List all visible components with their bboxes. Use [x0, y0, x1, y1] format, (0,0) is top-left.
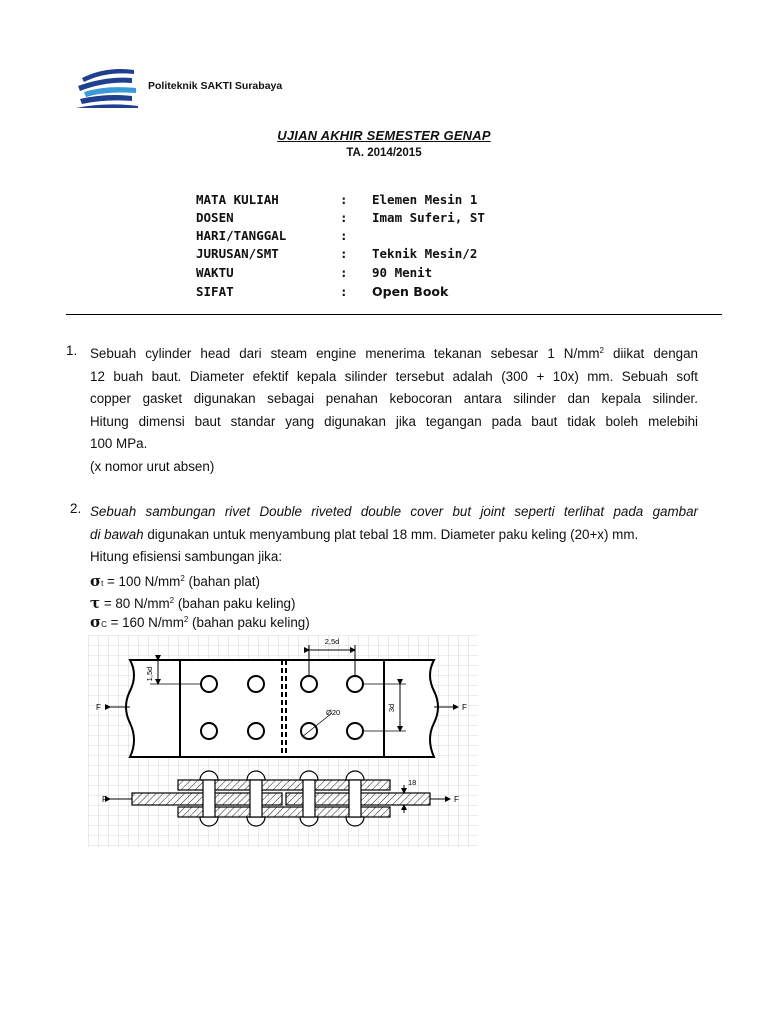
question-2-line: Hitung efisiensi sambungan jika: — [90, 549, 283, 565]
superscript: 2 — [599, 346, 604, 355]
info-label: SIFAT — [196, 284, 234, 299]
info-separator: : — [340, 246, 348, 261]
stress-note: (bahan paku keling) — [174, 595, 296, 611]
info-separator: : — [340, 228, 348, 243]
sigma-symbol: σ — [90, 572, 102, 590]
info-separator: : — [340, 284, 348, 299]
plate-thickness-dimension: 18 — [408, 778, 417, 787]
edge-distance-dimension: 1,5d — [145, 666, 154, 682]
info-separator: : — [340, 192, 348, 207]
info-label: JURUSAN/SMT — [196, 246, 279, 261]
force-label-left: F — [102, 795, 107, 804]
exam-title: UJIAN AKHIR SEMESTER GENAP — [277, 128, 491, 143]
stress-tensile — [90, 572, 310, 594]
superscript: 2 — [183, 615, 189, 624]
question-1 — [90, 343, 698, 479]
info-value: 90 Menit — [372, 265, 433, 280]
question-1-line: Hitung dimensi baut standar yang digunakan jika tegangan pada baut tidak boleh melebihi — [90, 413, 698, 429]
question-2-text: digunakan untuk menyambung plat tebal 18 mm. Diameter paku keling (20+x) mm. — [143, 526, 639, 542]
academic-year: TA. 2014/2015 — [346, 147, 422, 159]
question-2-line — [90, 524, 698, 547]
riveted-joint-figure — [88, 635, 478, 847]
question-1-note: (x nomor urut absen) — [90, 458, 215, 474]
stress-value: = 100 N/mm — [103, 574, 181, 589]
subscript: C — [101, 620, 107, 629]
superscript: 2 — [180, 574, 185, 583]
info-label: WAKTU — [196, 265, 234, 280]
info-label: MATA KULIAH — [196, 192, 279, 207]
row-spacing-dimension: 3d — [387, 703, 396, 713]
info-value: Imam Suferi, ST — [372, 210, 485, 225]
info-label: HARI/TANGGAL — [196, 228, 287, 243]
stress-list — [90, 572, 310, 635]
question-1-line: 100 MPa. — [90, 436, 148, 452]
info-label: DOSEN — [196, 210, 234, 225]
question-2 — [90, 501, 698, 569]
force-label-left: F — [96, 703, 101, 712]
question-1-text: Sebuah cylinder head dari steam engine menerima tekanan sebesar 1 N/mm — [90, 346, 600, 361]
stress-value: = 80 N/mm — [100, 595, 170, 611]
force-label-right: F — [454, 795, 459, 804]
question-1-line: 12 buah baut. Diameter efektif kepala silinder tersebut adalah (300 + 10x) mm. Sebuah soft — [90, 368, 698, 384]
superscript: 2 — [169, 595, 175, 605]
force-label-right: F — [462, 703, 467, 712]
sigma-symbol: σ — [90, 613, 102, 631]
subscript: t — [101, 579, 104, 588]
question-2-number: 2. — [70, 501, 82, 516]
stress-note: (bahan paku keling) — [188, 615, 310, 630]
hole-diameter-dimension: Ø20 — [326, 708, 341, 717]
info-value: Teknik Mesin/2 — [372, 246, 478, 261]
info-separator: : — [340, 210, 348, 225]
tau-symbol: τ — [90, 593, 101, 612]
institution-name: Politeknik SAKTI Surabaya — [148, 80, 283, 92]
stress-crushing — [90, 613, 310, 635]
question-2-italic: di bawah — [90, 526, 144, 542]
info-value: Open Book — [372, 284, 449, 299]
header-divider — [66, 314, 722, 315]
question-1-number: 1. — [66, 343, 78, 358]
institution-logo — [76, 66, 138, 110]
stress-note: (bahan plat) — [184, 574, 260, 589]
question-2-line: Sebuah sambungan rivet Double riveted double cover but joint seperti terlihat pada gambar — [90, 504, 698, 519]
info-separator: : — [340, 265, 348, 280]
info-value: Elemen Mesin 1 — [372, 192, 478, 207]
question-1-text: diikat dengan — [603, 346, 698, 361]
stress-shear — [90, 594, 310, 614]
question-1-line: copper gasket digunakan sebagai penahan kebocoran antara silinder dan kepala silinder. — [90, 391, 698, 407]
pitch-dimension: 2,5d — [324, 637, 340, 646]
question-1-line — [90, 343, 698, 366]
stress-value: = 160 N/mm — [106, 615, 184, 630]
